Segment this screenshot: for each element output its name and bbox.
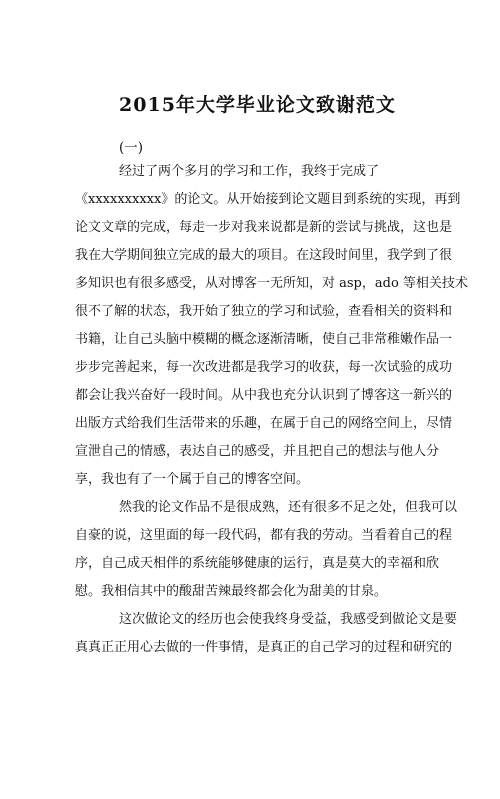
paragraph-line: 宣泄自己的情感，表达自己的感受，并且把自己的想法与他人分 <box>75 444 440 459</box>
paragraph-line: 享，我也有了一个属于自己的博客空间。 <box>75 472 310 487</box>
paragraph-line: 这次做论文的经历也会使我终身受益，我感受到做论文是要 <box>119 612 458 627</box>
paragraph-line: 《xxxxxxxxxx》的论文。从开始接到论文题目到系统的实现，再到 <box>75 192 461 207</box>
paragraph-line: 很不了解的状态，我开始了独立的学习和试验，查看相关的资料和 <box>75 304 453 319</box>
paragraph-line: 论文文章的完成，每走一步对我来说都是新的尝试与挑战，这也是 <box>75 220 453 235</box>
paragraph-line: 自豪的说，这里面的每一段代码，都有我的劳动。当看着自己的程 <box>75 528 453 543</box>
paragraph-line: 多知识也有很多感受，从对博客一无所知，对 asp，ado 等相关技术 <box>75 276 468 291</box>
paragraph-line: 我在大学期间独立完成的最大的项目。在这段时间里，我学到了很 <box>75 248 453 263</box>
paragraph-line: 然我的论文作品不是很成熟，还有很多不足之处，但我可以 <box>119 500 458 515</box>
paragraph-line: 序，自己成天相伴的系统能够健康的运行，真是莫大的幸福和欣 <box>75 556 440 571</box>
paragraph-line: 真真正正用心去做的一件事情，是真正的自己学习的过程和研究的 <box>75 640 453 655</box>
paragraph-2 <box>75 494 458 606</box>
section-label: (一) <box>119 140 144 156</box>
document-title: 2015年大学毕业论文致谢范文 <box>119 94 396 116</box>
paragraph-line: 慰。我相信其中的酸甜苦辣最终都会化为甜美的甘泉。 <box>75 584 388 599</box>
paragraph-line: 书籍，让自己头脑中模糊的概念逐渐清晰，使自己非常稚嫩作品一 <box>75 332 453 347</box>
paragraph-1 <box>75 158 468 494</box>
paragraph-line: 经过了两个多月的学习和工作，我终于完成了 <box>119 164 380 179</box>
document-page <box>0 92 500 799</box>
paragraph-line: 步步完善起来，每一次改进都是我学习的收获，每一次试验的成功 <box>75 360 453 375</box>
paragraph-line: 都会让我兴奋好一段时间。从中我也充分认识到了博客这一新兴的 <box>75 388 453 403</box>
paragraph-3 <box>75 606 458 662</box>
paragraph-line: 出版方式给我们生活带来的乐趣，在属于自己的网络空间上，尽情 <box>75 416 453 431</box>
